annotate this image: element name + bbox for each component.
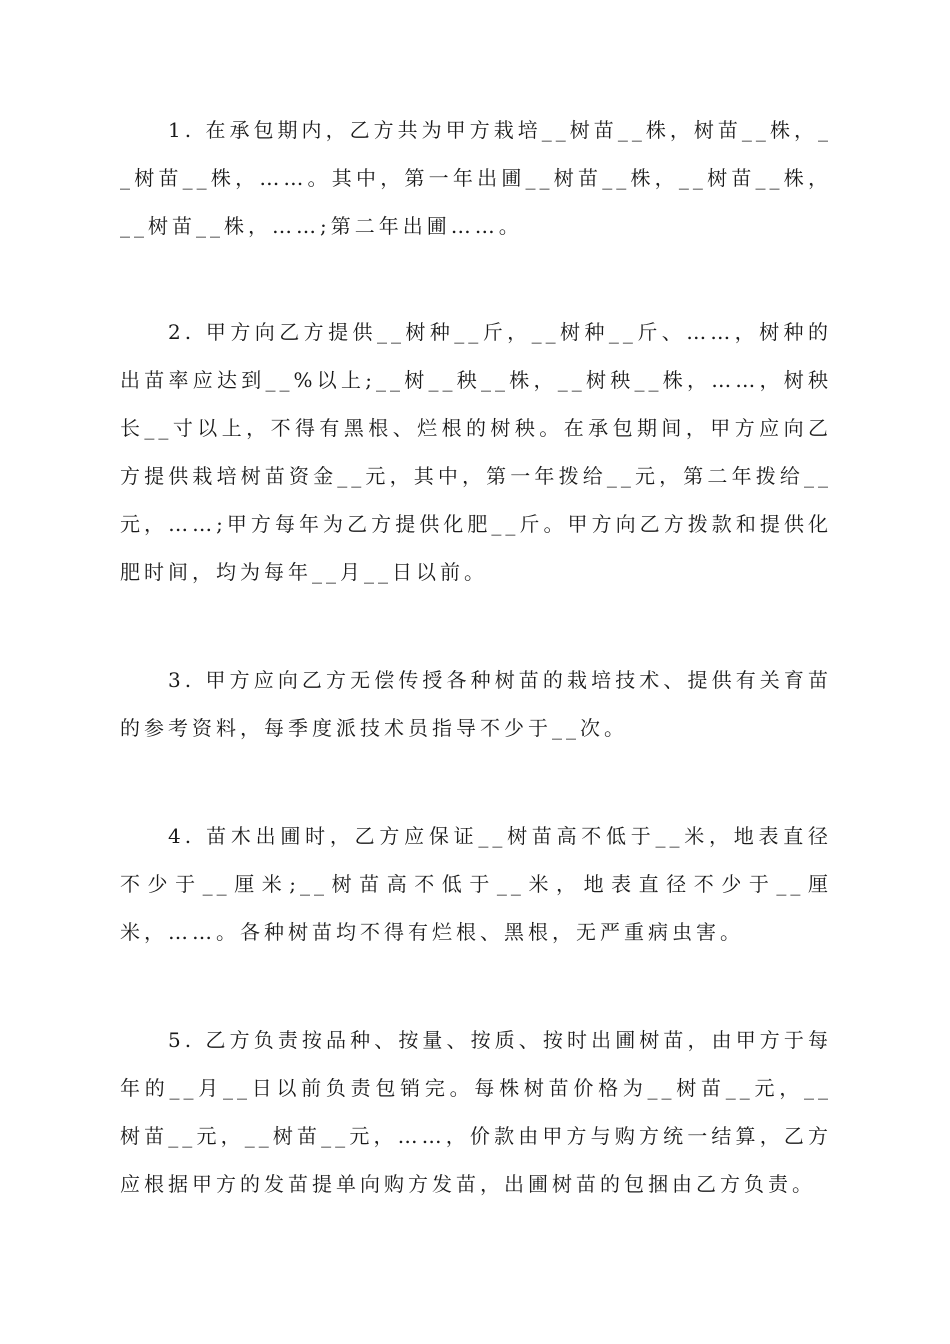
clause-3-paragraph: 3. 甲方应向乙方无偿传授各种树苗的栽培技术、提供有关育苗的参考资料，每季度派技术员指导不少于__次。 [120,668,832,740]
clause-4-paragraph: 4. 苗木出圃时，乙方应保证__树苗高不低于__米，地表直径不少于__厘米;__树苗高不低于__米，地表直径不少于__厘米，……。各种树苗均不得有烂根、黑根，无严重病虫害。 [120,824,832,944]
clause-1-paragraph: 1. 在承包期内，乙方共为甲方栽培__树苗__株，树苗__株，__树苗__株，……。其中，第一年出圃__树苗__株，__树苗__株，__树苗__株，……;第二年出圃……。 [120,118,832,238]
clause-5-paragraph: 5. 乙方负责按品种、按量、按质、按时出圃树苗，由甲方于每年的__月__日以前负责包销完。每株树苗价格为__树苗__元，__树苗__元，__树苗__元，……，价款由甲方与购方统一结算，乙方应根据甲方的发苗提单向购方发苗，出圃树苗的包捆由乙方负责。 [120,1028,832,1196]
document-page [120,106,832,1208]
clause-2-paragraph: 2. 甲方向乙方提供__树种__斤，__树种__斤、……，树种的出苗率应达到__%以上;__树__秧__株，__树秧__株，……，树秧长__寸以上，不得有黑根、烂根的树秧。在承包期间，甲方应向乙方提供栽培树苗资金__元，其中，第一年拨给__元，第二年拨给__元，……;甲方每年为乙方提供化肥__斤。甲方向乙方拨款和提供化肥时间，均为每年__月__日以前。 [120,320,832,584]
